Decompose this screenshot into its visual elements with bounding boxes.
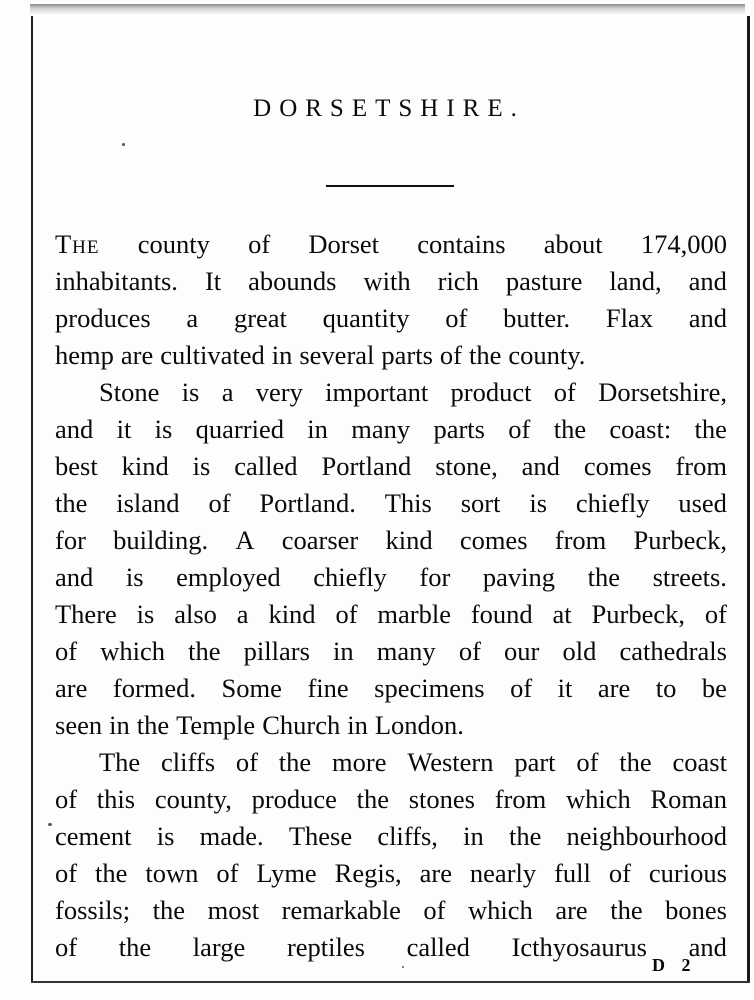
word: produces: [55, 303, 151, 333]
word: the: [508, 821, 542, 851]
word: called: [234, 451, 298, 481]
word: comes: [583, 451, 652, 481]
word: rich: [437, 266, 479, 296]
text-line: [55, 226, 727, 263]
word: A: [235, 525, 255, 555]
word: kind: [268, 599, 316, 629]
word: Dorset: [308, 229, 380, 259]
word: it: [557, 673, 573, 703]
word: which: [468, 895, 533, 925]
word: most: [207, 895, 260, 925]
word: is: [156, 821, 175, 851]
word: paving: [482, 562, 556, 592]
word: in: [271, 340, 293, 370]
word: 174,000: [640, 229, 727, 259]
word: hemp: [55, 340, 114, 370]
word: the: [152, 895, 186, 925]
text-line: [55, 337, 727, 374]
signature-mark: D 2: [652, 955, 697, 975]
word: of: [576, 747, 599, 777]
word: and: [55, 562, 94, 592]
word: Flax: [605, 303, 653, 333]
word: used: [678, 488, 727, 518]
text-line: [55, 929, 727, 966]
text-line: [55, 596, 727, 633]
word: inhabitants.: [55, 266, 178, 296]
word: is: [192, 451, 211, 481]
word: the: [469, 340, 502, 370]
word: and: [55, 414, 94, 444]
word: is: [154, 414, 173, 444]
word: coast:: [609, 414, 672, 444]
word: county.: [508, 340, 586, 370]
page-top-edge-shadow: [30, 4, 745, 14]
word: Portland: [321, 451, 412, 481]
word: sort: [460, 488, 501, 518]
word: the: [553, 414, 587, 444]
word: parts: [381, 340, 433, 370]
word: full: [554, 858, 591, 888]
text-line: [55, 744, 727, 781]
word: neighbourhood: [566, 821, 727, 851]
word: are: [120, 340, 154, 370]
word: Regis,: [334, 858, 402, 888]
word: are: [555, 895, 588, 925]
word: and: [688, 932, 727, 962]
word: the: [587, 562, 620, 592]
word: The: [55, 229, 100, 259]
text-line: [55, 559, 727, 596]
word: of: [216, 858, 239, 888]
word: is: [181, 377, 200, 407]
word: of: [445, 303, 468, 333]
page-border-right: [747, 16, 750, 982]
word: of: [235, 747, 258, 777]
word: The: [99, 747, 141, 777]
word: the: [55, 488, 88, 518]
word: at: [552, 599, 572, 629]
word: It: [204, 266, 222, 296]
word: for: [55, 525, 86, 555]
word: this: [96, 784, 136, 814]
word: building.: [113, 525, 209, 555]
word: part: [514, 747, 556, 777]
text-line: [55, 485, 727, 522]
word: of: [508, 414, 531, 444]
word: cliffs: [161, 747, 216, 777]
word: abounds: [248, 266, 337, 296]
word: county,: [154, 784, 232, 814]
word: the: [278, 747, 312, 777]
word: Temple: [176, 710, 256, 740]
word: Church: [262, 710, 341, 740]
word: old: [562, 636, 597, 666]
word: for: [419, 562, 451, 592]
page-border-left: [31, 16, 33, 982]
word: of: [208, 488, 231, 518]
word: butter.: [503, 303, 571, 333]
text-line: [55, 855, 727, 892]
word: London.: [374, 710, 464, 740]
word: contains: [417, 229, 506, 259]
word: with: [363, 266, 411, 296]
title-rule: [326, 185, 454, 187]
word: island: [116, 488, 180, 518]
word: remarkable: [281, 895, 401, 925]
word: which: [100, 636, 165, 666]
word: formed.: [112, 673, 197, 703]
word: about: [543, 229, 603, 259]
word: in: [109, 710, 130, 740]
word: town: [145, 858, 199, 888]
word: great: [233, 303, 287, 333]
text-line: [55, 263, 727, 300]
word: county: [137, 229, 210, 259]
page-border-bottom: [31, 981, 750, 983]
word: large: [192, 932, 246, 962]
word: fine: [307, 673, 349, 703]
word: be: [701, 673, 727, 703]
word: best: [55, 451, 98, 481]
print-speck: [122, 143, 125, 146]
word: a: [221, 377, 234, 407]
word: quantity: [322, 303, 410, 333]
word: Portland.: [259, 488, 356, 518]
text-line: [55, 670, 727, 707]
word: from: [554, 525, 607, 555]
word: seen: [55, 710, 103, 740]
word: Dorsetshire,: [598, 377, 727, 407]
word: coast: [672, 747, 727, 777]
word: Icthyosaurus: [511, 932, 647, 962]
word: found: [470, 599, 533, 629]
word: stones: [408, 784, 475, 814]
word: parts: [433, 414, 485, 444]
word: from: [494, 784, 547, 814]
word: streets.: [652, 562, 727, 592]
word: cultivated: [160, 340, 265, 370]
word: is: [529, 488, 548, 518]
word: cement: [55, 821, 132, 851]
word: Western: [407, 747, 494, 777]
word: is: [136, 599, 155, 629]
word: specimens: [374, 673, 485, 703]
word: more: [332, 747, 387, 777]
word: of: [335, 599, 358, 629]
word: to: [655, 673, 677, 703]
word: kind: [385, 525, 433, 555]
word: the: [694, 414, 727, 444]
page-title: DORSETSHIRE.: [253, 95, 525, 122]
word: of: [608, 858, 631, 888]
word: of: [704, 599, 727, 629]
word: pillars: [243, 636, 310, 666]
word: marble: [377, 599, 451, 629]
word: the: [356, 784, 390, 814]
word: the: [619, 747, 652, 777]
word: of: [510, 673, 533, 703]
word: chiefly: [313, 562, 387, 592]
word: in: [463, 821, 484, 851]
word: cliffs,: [377, 821, 438, 851]
word: Purbeck,: [633, 525, 727, 555]
print-speck: [48, 823, 52, 826]
word: These: [288, 821, 353, 851]
word: of: [55, 932, 78, 962]
word: important: [325, 377, 429, 407]
word: of: [458, 636, 481, 666]
word: chiefly: [575, 488, 650, 518]
word: in: [307, 414, 328, 444]
word: a: [186, 303, 199, 333]
word: a: [236, 599, 249, 629]
word: land,: [609, 266, 662, 296]
word: product: [450, 377, 532, 407]
word: stone,: [435, 451, 498, 481]
text-line: [55, 892, 727, 929]
word: curious: [648, 858, 727, 888]
word: are: [597, 673, 631, 703]
word: the: [136, 710, 170, 740]
word: bones: [665, 895, 727, 925]
word: very: [255, 377, 303, 407]
word: are: [55, 673, 88, 703]
word: the: [188, 636, 221, 666]
word: and: [688, 303, 727, 333]
word: of: [55, 784, 78, 814]
print-speck: [402, 966, 404, 968]
word: Stone: [99, 377, 160, 407]
word: Lyme: [256, 858, 317, 888]
word: of: [439, 340, 462, 370]
word: our: [504, 636, 540, 666]
word: is: [125, 562, 144, 592]
word: pasture: [505, 266, 583, 296]
text-line: [55, 781, 727, 818]
word: in: [347, 710, 368, 740]
word: and: [688, 266, 727, 296]
word: it: [116, 414, 132, 444]
text-line: [55, 411, 727, 448]
word: produce: [251, 784, 337, 814]
word: the: [95, 858, 128, 888]
word: made.: [199, 821, 264, 851]
word: reptiles: [286, 932, 365, 962]
word: Purbeck,: [591, 599, 686, 629]
word: cathedrals: [619, 636, 727, 666]
word: are: [419, 858, 452, 888]
word: fossils;: [55, 895, 131, 925]
word: many: [376, 636, 436, 666]
word: employed: [176, 562, 281, 592]
word: quarried: [195, 414, 284, 444]
word: and: [521, 451, 560, 481]
word: comes: [459, 525, 528, 555]
word: of: [553, 377, 576, 407]
word: also: [174, 599, 217, 629]
word: the: [118, 932, 152, 962]
word: nearly: [469, 858, 537, 888]
text-line: [55, 522, 727, 559]
word: of: [423, 895, 446, 925]
word: coarser: [281, 525, 359, 555]
text-line: [55, 300, 727, 337]
word: from: [675, 451, 727, 481]
word: many: [351, 414, 411, 444]
word: several: [299, 340, 375, 370]
body-text: [55, 226, 727, 966]
word: the: [610, 895, 643, 925]
word: called: [406, 932, 470, 962]
word: in: [333, 636, 354, 666]
text-line: [55, 818, 727, 855]
word: of: [55, 636, 78, 666]
text-line: [55, 448, 727, 485]
text-line: [55, 633, 727, 670]
word: kind: [121, 451, 169, 481]
text-line: [55, 707, 727, 744]
word: Some: [221, 673, 282, 703]
word: of: [248, 229, 271, 259]
word: There: [55, 599, 117, 629]
word: This: [384, 488, 432, 518]
text-line: [55, 374, 727, 411]
word: of: [55, 858, 78, 888]
word: which: [565, 784, 631, 814]
word: Roman: [650, 784, 727, 814]
